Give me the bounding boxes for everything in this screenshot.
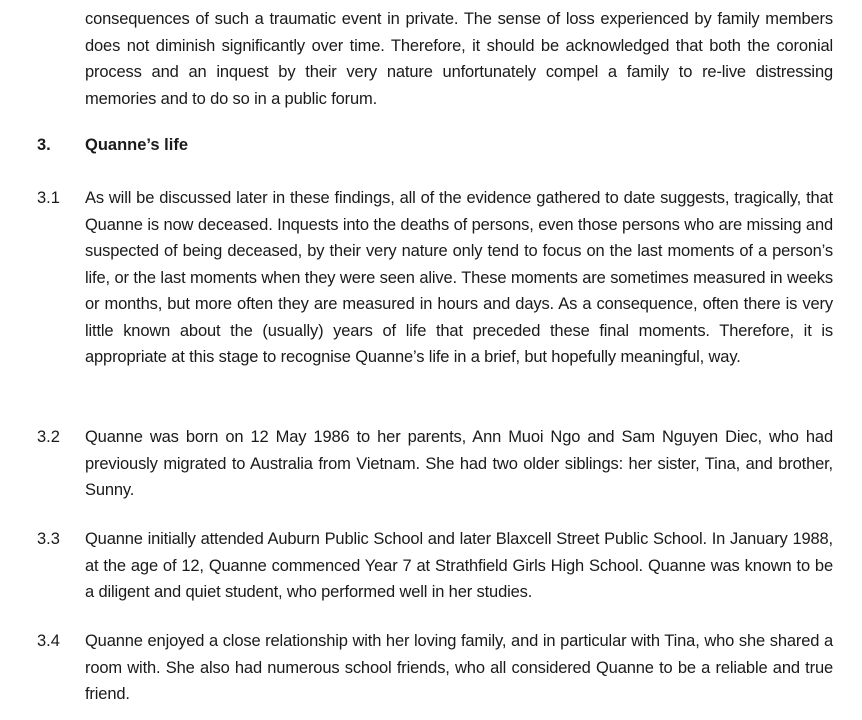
section-number: 3. <box>37 136 51 154</box>
paragraph-number-3-4: 3.4 <box>37 632 60 650</box>
paragraph-number-3-1: 3.1 <box>37 189 60 207</box>
paragraph-number-3-2: 3.2 <box>37 428 60 446</box>
paragraph-text-3-2: Quanne was born on 12 May 1986 to her parents, Ann Muoi Ngo and Sam Nguyen Diec, who had previously migrated to Australia from Vietnam. She had two older siblings: her sister, Tina, and brother, Sunny. <box>85 428 833 499</box>
paragraph-text-3-3: Quanne initially attended Auburn Public School and later Blaxcell Street Public School. In January 1988, at the age of 12, Quanne commenced Year 7 at Strathfield Girls High School. Quanne was known to be a diligent and quiet student, who performed well in her studies. <box>85 530 833 601</box>
paragraph-text-3-4: Quanne enjoyed a close relationship with her loving family, and in particular with Tina, who she shared a room with. She also had numerous school friends, who all considered Quanne to be a reliable and true friend. <box>85 632 833 703</box>
paragraph-text-3-1: As will be discussed later in these findings, all of the evidence gathered to date suggests, tragically, that Quanne is now deceased. Inquests into the deaths of persons, even those persons who are missing and suspected of being deceased, by their very nature only tend to focus on the last moments of a person’s life, or the last moments when they were seen alive. These moments are sometimes measured in weeks or months, but more often they are measured in hours and days. As a consequence, often there is very little known about the (usually) years of life that preceded these final moments. Therefore, it is appropriate at this stage to recognise Quanne’s life in a brief, but hopefully meaningful, way. <box>85 189 833 366</box>
section-title: Quanne’s life <box>85 136 188 154</box>
intro-paragraph-text: consequences of such a traumatic event in private. The sense of loss experienced by family members does not diminish significantly over time. Therefore, it should be acknowledged that both the coronial process and an inquest by their very nature unfortunately compel a family to re-live distressing memories and to do so in a public forum. <box>85 10 833 108</box>
paragraph-number-3-3: 3.3 <box>37 530 60 548</box>
